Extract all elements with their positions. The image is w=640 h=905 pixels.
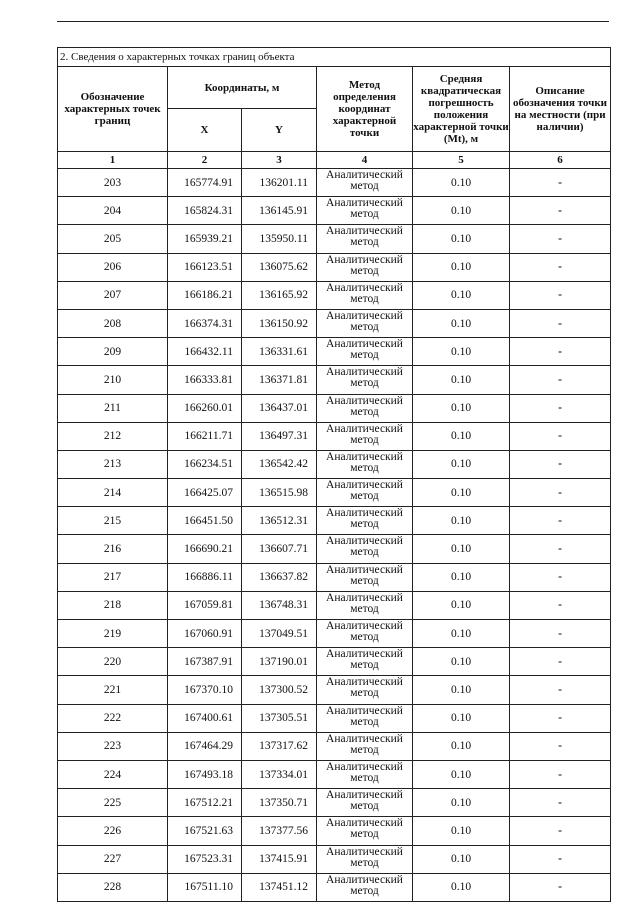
description-cell: -: [510, 281, 611, 309]
coordinate-x-cell: 165939.21: [168, 225, 242, 253]
point-designation-cell: 226: [58, 817, 168, 845]
method-cell: Аналитический метод: [317, 366, 413, 394]
coordinate-x-cell: 167400.61: [168, 704, 242, 732]
mean-error-cell: 0.10: [413, 253, 510, 281]
header-y: Y: [242, 109, 317, 152]
coordinate-y-cell: 137451.12: [242, 873, 317, 901]
description-cell: -: [510, 845, 611, 873]
column-number: 3: [242, 152, 317, 169]
point-designation-cell: 225: [58, 789, 168, 817]
point-designation-cell: 210: [58, 366, 168, 394]
coordinate-y-cell: 137190.01: [242, 648, 317, 676]
coordinate-x-cell: 165824.31: [168, 197, 242, 225]
method-cell: Аналитический метод: [317, 197, 413, 225]
table-row: [58, 535, 611, 563]
column-number: 2: [168, 152, 242, 169]
coordinate-x-cell: 167512.21: [168, 789, 242, 817]
coordinate-x-cell: 167060.91: [168, 620, 242, 648]
description-cell: -: [510, 676, 611, 704]
table-row: [58, 507, 611, 535]
mean-error-cell: 0.10: [413, 817, 510, 845]
coordinate-y-cell: 137300.52: [242, 676, 317, 704]
point-designation-cell: 223: [58, 732, 168, 760]
table-row: [58, 789, 611, 817]
coordinate-y-cell: 136748.31: [242, 591, 317, 619]
mean-error-cell: 0.10: [413, 620, 510, 648]
point-designation-cell: 215: [58, 507, 168, 535]
mean-error-cell: 0.10: [413, 338, 510, 366]
point-designation-cell: 216: [58, 535, 168, 563]
coordinate-y-cell: 136331.61: [242, 338, 317, 366]
column-number: 5: [413, 152, 510, 169]
coordinate-x-cell: 167523.31: [168, 845, 242, 873]
description-cell: -: [510, 309, 611, 337]
table-row: [58, 732, 611, 760]
description-cell: -: [510, 197, 611, 225]
mean-error-cell: 0.10: [413, 591, 510, 619]
mean-error-cell: 0.10: [413, 366, 510, 394]
description-cell: -: [510, 817, 611, 845]
description-cell: -: [510, 253, 611, 281]
table-row: [58, 704, 611, 732]
point-designation-cell: 224: [58, 760, 168, 788]
method-cell: Аналитический метод: [317, 281, 413, 309]
mean-error-cell: 0.10: [413, 422, 510, 450]
method-cell: Аналитический метод: [317, 535, 413, 563]
table-row: [58, 394, 611, 422]
description-cell: -: [510, 704, 611, 732]
method-cell: Аналитический метод: [317, 338, 413, 366]
description-cell: -: [510, 394, 611, 422]
top-rule: [57, 21, 609, 22]
column-number: 4: [317, 152, 413, 169]
method-cell: Аналитический метод: [317, 422, 413, 450]
mean-error-cell: 0.10: [413, 873, 510, 901]
mean-error-cell: 0.10: [413, 676, 510, 704]
mean-error-cell: 0.10: [413, 507, 510, 535]
point-designation-cell: 222: [58, 704, 168, 732]
point-designation-cell: 220: [58, 648, 168, 676]
coordinate-y-cell: 136150.92: [242, 309, 317, 337]
mean-error-cell: 0.10: [413, 760, 510, 788]
column-number-row: [58, 152, 611, 169]
table-row: [58, 845, 611, 873]
column-number: 1: [58, 152, 168, 169]
coordinate-x-cell: 167521.63: [168, 817, 242, 845]
description-cell: -: [510, 169, 611, 197]
mean-error-cell: 0.10: [413, 845, 510, 873]
method-cell: Аналитический метод: [317, 394, 413, 422]
point-designation-cell: 203: [58, 169, 168, 197]
method-cell: Аналитический метод: [317, 789, 413, 817]
method-cell: Аналитический метод: [317, 732, 413, 760]
coordinate-y-cell: 137317.62: [242, 732, 317, 760]
table-row: [58, 422, 611, 450]
header-description: Описание обозначения точки на местности (при наличии): [510, 67, 611, 152]
coordinate-y-cell: 136145.91: [242, 197, 317, 225]
description-cell: -: [510, 366, 611, 394]
description-cell: -: [510, 563, 611, 591]
description-cell: -: [510, 535, 611, 563]
mean-error-cell: 0.10: [413, 479, 510, 507]
coordinate-y-cell: 136512.31: [242, 507, 317, 535]
method-cell: Аналитический метод: [317, 450, 413, 478]
coordinate-x-cell: 166123.51: [168, 253, 242, 281]
boundary-points-table: [57, 47, 611, 902]
coordinate-x-cell: 165774.91: [168, 169, 242, 197]
coordinate-y-cell: 136542.42: [242, 450, 317, 478]
coordinate-x-cell: 166451.50: [168, 507, 242, 535]
table-row: [58, 309, 611, 337]
method-cell: Аналитический метод: [317, 648, 413, 676]
mean-error-cell: 0.10: [413, 281, 510, 309]
point-designation-cell: 219: [58, 620, 168, 648]
table-row: [58, 591, 611, 619]
method-cell: Аналитический метод: [317, 225, 413, 253]
table-row: [58, 225, 611, 253]
coordinate-x-cell: 166690.21: [168, 535, 242, 563]
description-cell: -: [510, 225, 611, 253]
coordinate-x-cell: 166211.71: [168, 422, 242, 450]
table-row: [58, 281, 611, 309]
coordinate-x-cell: 166374.31: [168, 309, 242, 337]
point-designation-cell: 205: [58, 225, 168, 253]
coordinate-y-cell: 136637.82: [242, 563, 317, 591]
point-designation-cell: 209: [58, 338, 168, 366]
header-point-designation: Обозначение характерных точек границ: [58, 67, 168, 152]
coordinate-y-cell: 135950.11: [242, 225, 317, 253]
description-cell: -: [510, 732, 611, 760]
coordinate-x-cell: 167387.91: [168, 648, 242, 676]
coordinate-y-cell: 137377.56: [242, 817, 317, 845]
description-cell: -: [510, 789, 611, 817]
coordinate-x-cell: 166886.11: [168, 563, 242, 591]
method-cell: Аналитический метод: [317, 873, 413, 901]
coordinate-x-cell: 166186.21: [168, 281, 242, 309]
method-cell: Аналитический метод: [317, 507, 413, 535]
method-cell: Аналитический метод: [317, 253, 413, 281]
coordinate-x-cell: 167370.10: [168, 676, 242, 704]
coordinate-x-cell: 166425.07: [168, 479, 242, 507]
method-cell: Аналитический метод: [317, 309, 413, 337]
table-row: [58, 479, 611, 507]
coordinate-y-cell: 136437.01: [242, 394, 317, 422]
method-cell: Аналитический метод: [317, 591, 413, 619]
mean-error-cell: 0.10: [413, 450, 510, 478]
description-cell: -: [510, 620, 611, 648]
table-row: [58, 676, 611, 704]
method-cell: Аналитический метод: [317, 563, 413, 591]
coordinate-y-cell: 136515.98: [242, 479, 317, 507]
point-designation-cell: 213: [58, 450, 168, 478]
header-coordinates: Координаты, м: [168, 67, 317, 109]
table-row: [58, 169, 611, 197]
mean-error-cell: 0.10: [413, 789, 510, 817]
coordinate-x-cell: 167464.29: [168, 732, 242, 760]
method-cell: Аналитический метод: [317, 817, 413, 845]
coordinate-x-cell: 166333.81: [168, 366, 242, 394]
coordinate-y-cell: 136371.81: [242, 366, 317, 394]
point-designation-cell: 212: [58, 422, 168, 450]
coordinate-x-cell: 166234.51: [168, 450, 242, 478]
table-row: [58, 563, 611, 591]
column-number: 6: [510, 152, 611, 169]
point-designation-cell: 217: [58, 563, 168, 591]
coordinate-y-cell: 137350.71: [242, 789, 317, 817]
description-cell: -: [510, 648, 611, 676]
point-designation-cell: 206: [58, 253, 168, 281]
table-row: [58, 197, 611, 225]
mean-error-cell: 0.10: [413, 394, 510, 422]
header-x: X: [168, 109, 242, 152]
description-cell: -: [510, 450, 611, 478]
header-method: [317, 67, 413, 152]
coordinate-y-cell: 136607.71: [242, 535, 317, 563]
table-row: [58, 366, 611, 394]
table-row: [58, 253, 611, 281]
point-designation-cell: 221: [58, 676, 168, 704]
mean-error-cell: 0.10: [413, 535, 510, 563]
description-cell: -: [510, 591, 611, 619]
point-designation-cell: 227: [58, 845, 168, 873]
description-cell: -: [510, 479, 611, 507]
table-row: [58, 817, 611, 845]
header-mean-error: Средняя квадратическая погрешность положения характерной точки (Mt), м: [413, 67, 510, 152]
coordinate-y-cell: 136497.31: [242, 422, 317, 450]
method-cell: Аналитический метод: [317, 845, 413, 873]
table-row: [58, 760, 611, 788]
table-row: [58, 338, 611, 366]
mean-error-cell: 0.10: [413, 648, 510, 676]
mean-error-cell: 0.10: [413, 309, 510, 337]
method-cell: Аналитический метод: [317, 620, 413, 648]
coordinate-x-cell: 167493.18: [168, 760, 242, 788]
table-row: [58, 450, 611, 478]
coordinate-x-cell: 167511.10: [168, 873, 242, 901]
point-designation-cell: 204: [58, 197, 168, 225]
method-cell: Аналитический метод: [317, 169, 413, 197]
table-row: [58, 648, 611, 676]
coordinate-y-cell: 137415.91: [242, 845, 317, 873]
coordinate-y-cell: 137305.51: [242, 704, 317, 732]
description-cell: -: [510, 338, 611, 366]
mean-error-cell: 0.10: [413, 225, 510, 253]
coordinate-y-cell: 137334.01: [242, 760, 317, 788]
table-row: [58, 873, 611, 901]
table-body: [58, 169, 611, 902]
mean-error-cell: 0.10: [413, 563, 510, 591]
table-row: [58, 620, 611, 648]
point-designation-cell: 207: [58, 281, 168, 309]
mean-error-cell: 0.10: [413, 197, 510, 225]
method-cell: Аналитический метод: [317, 760, 413, 788]
description-cell: -: [510, 507, 611, 535]
point-designation-cell: 208: [58, 309, 168, 337]
mean-error-cell: 0.10: [413, 704, 510, 732]
description-cell: -: [510, 422, 611, 450]
coordinate-y-cell: 137049.51: [242, 620, 317, 648]
coordinate-y-cell: 136075.62: [242, 253, 317, 281]
method-cell: Аналитический метод: [317, 676, 413, 704]
description-cell: -: [510, 873, 611, 901]
point-designation-cell: 211: [58, 394, 168, 422]
boundary-points-section: [57, 47, 610, 902]
coordinate-x-cell: 166432.11: [168, 338, 242, 366]
mean-error-cell: 0.10: [413, 169, 510, 197]
method-cell: Аналитический метод: [317, 704, 413, 732]
mean-error-cell: 0.10: [413, 732, 510, 760]
description-cell: -: [510, 760, 611, 788]
coordinate-x-cell: 166260.01: [168, 394, 242, 422]
method-cell: Аналитический метод: [317, 479, 413, 507]
coordinate-x-cell: 167059.81: [168, 591, 242, 619]
point-designation-cell: 214: [58, 479, 168, 507]
header-method-label: Метод определения координат характерной точки: [332, 79, 397, 139]
coordinate-y-cell: 136201.11: [242, 169, 317, 197]
point-designation-cell: 228: [58, 873, 168, 901]
section-title: 2. Сведения о характерных точках границ объекта: [58, 48, 611, 67]
point-designation-cell: 218: [58, 591, 168, 619]
coordinate-y-cell: 136165.92: [242, 281, 317, 309]
